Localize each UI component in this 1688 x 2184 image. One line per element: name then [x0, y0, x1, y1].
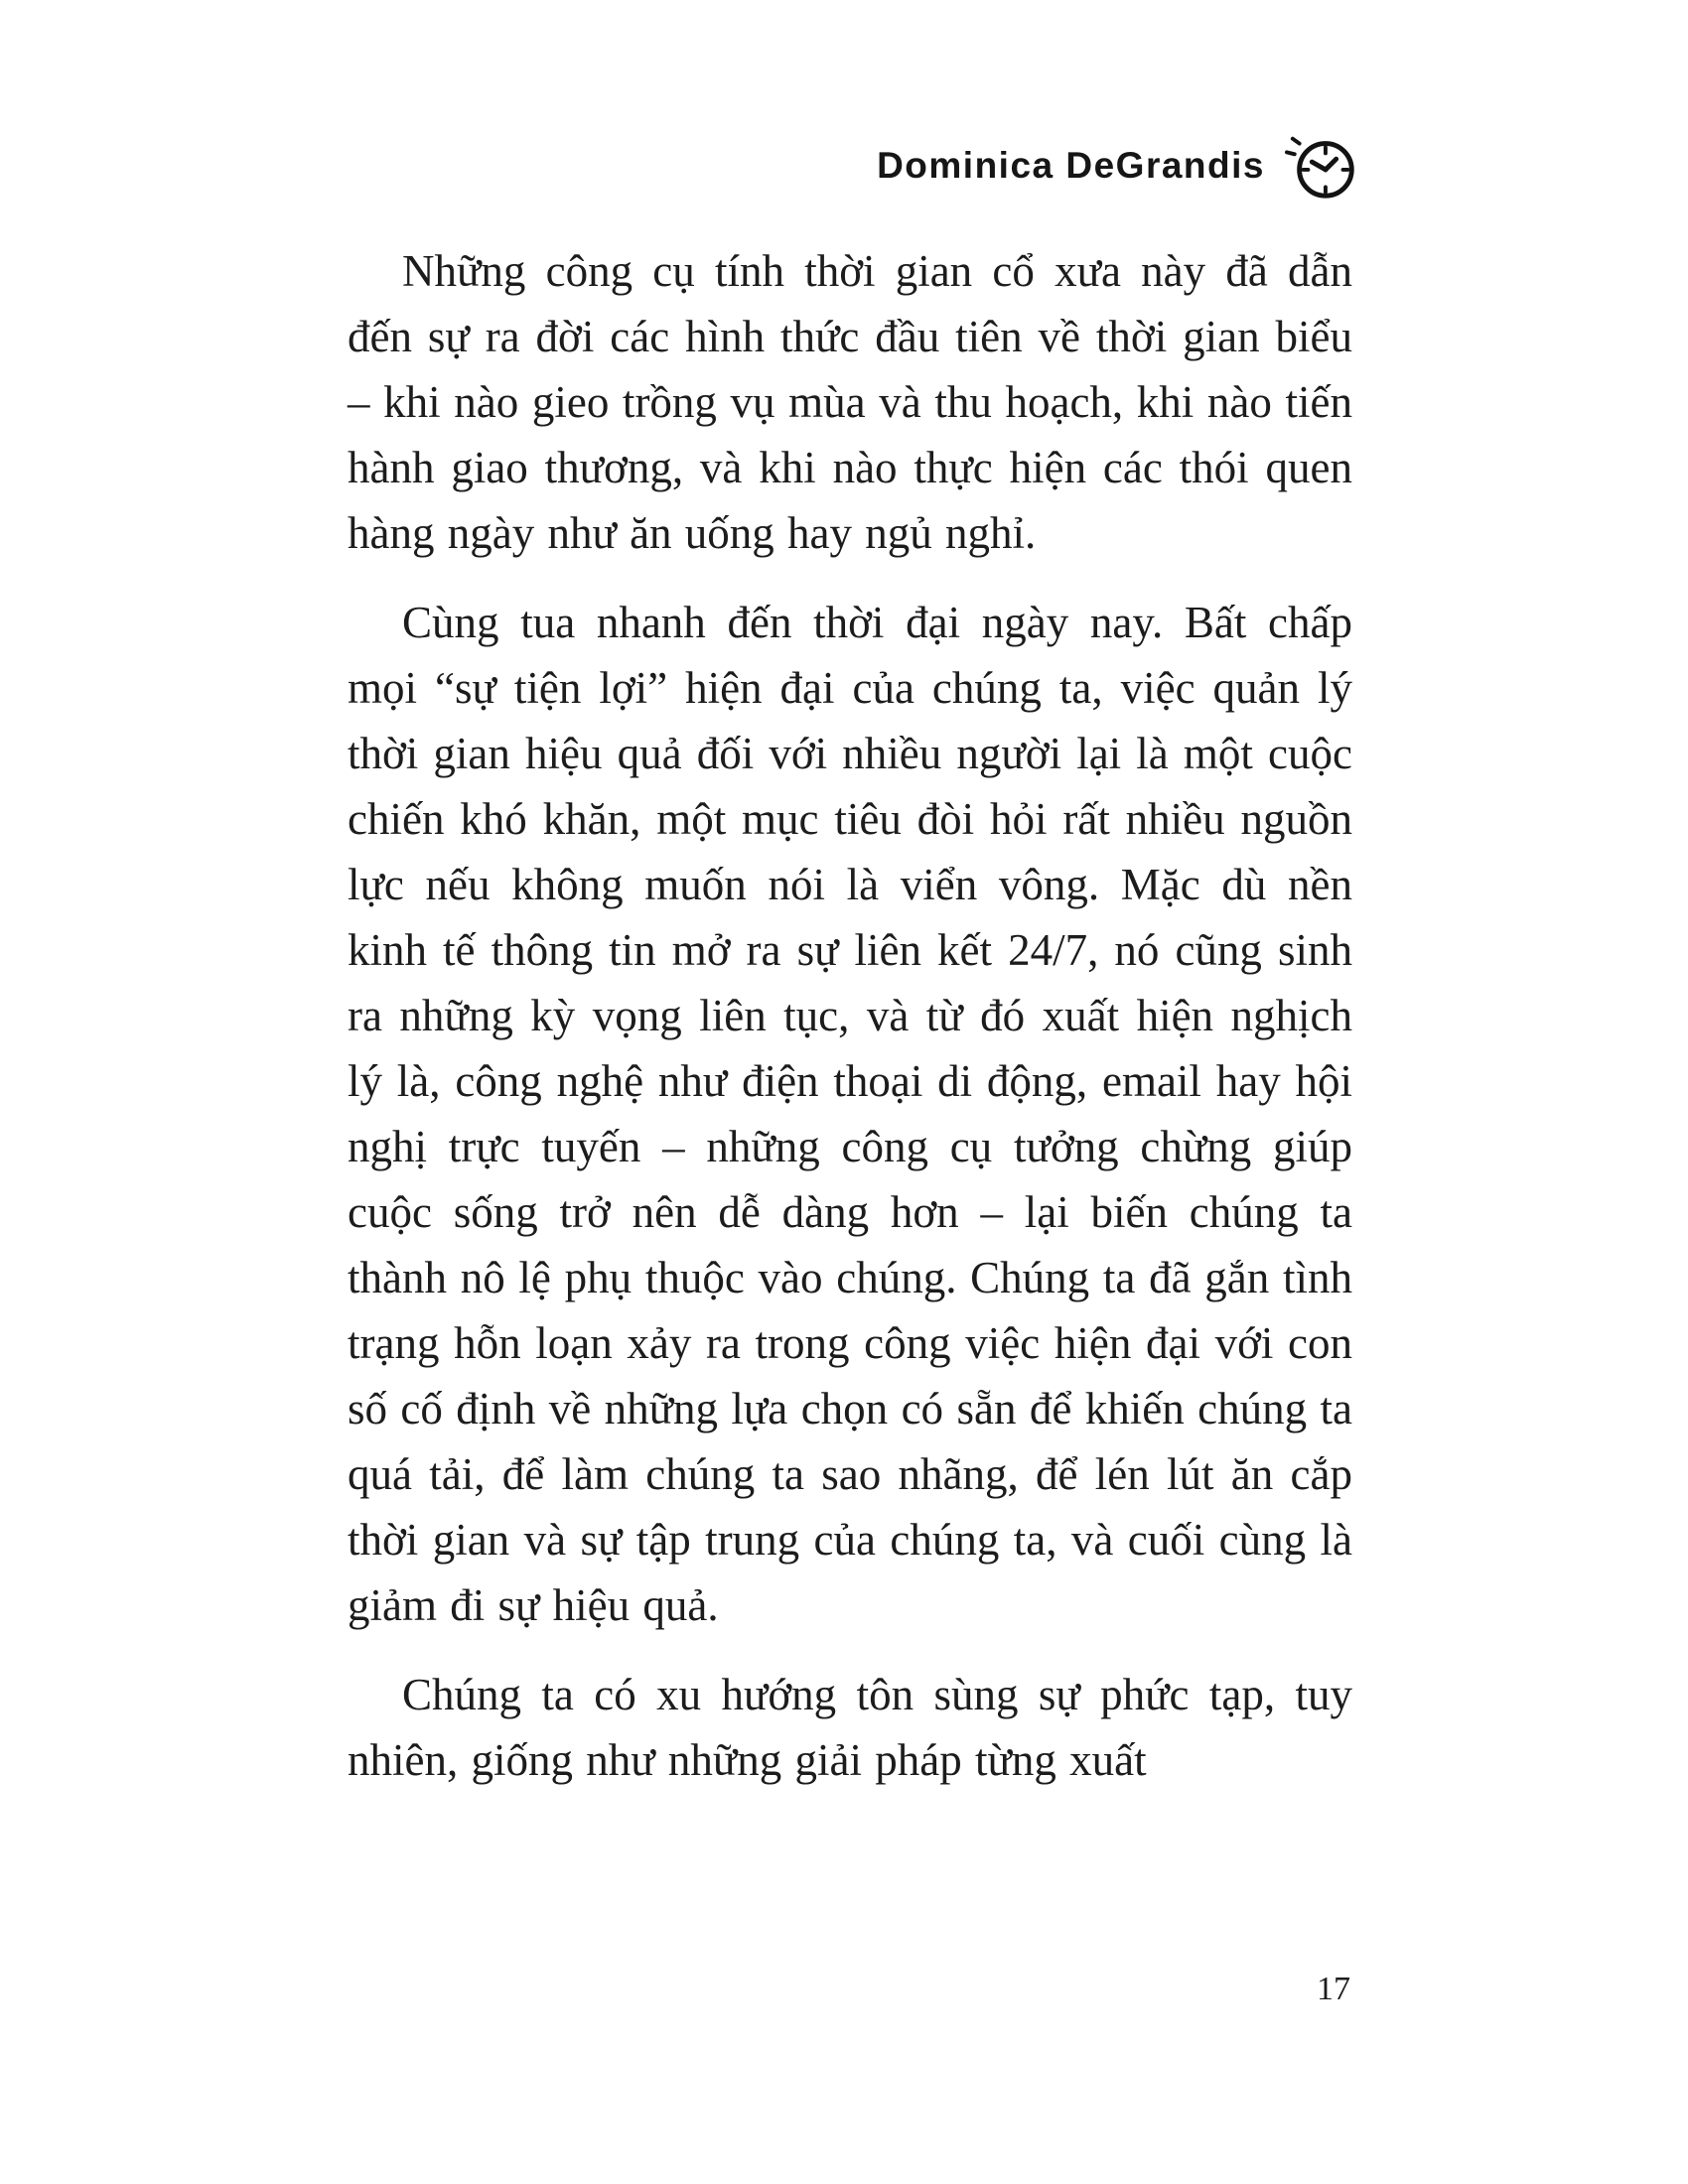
paragraph: Cùng tua nhanh đến thời đại ngày nay. Bất chấp mọi “sự tiện lợi” hiện đại của chúng ta, việc quản lý thời gian hiệu quả đối với nhiều người lại là một cuộc chiến khó khăn, một mục tiêu đòi hỏi rất nhiều nguồn lực nếu không muốn nói là viển vông. Mặc dù nền kinh tế thông tin mở ra sự liên kết 24/7, nó cũng sinh ra những kỳ vọng liên tục, và từ đó xuất hiện nghịch lý là, công nghệ như điện thoại di động, email hay hội nghị trực tuyến – những công cụ tưởng chừng giúp cuộc sống trở nên dễ dàng hơn – lại biến chúng ta thành nô lệ phụ thuộc vào chúng. Chúng ta đã gắn tình trạng hỗn loạn xảy ra trong công việc hiện đại với con số cố định về những lựa chọn có sẵn để khiến chúng ta quá tải, để làm chúng ta sao nhãng, để lén lút ăn cắp thời gian và sự tập trung của chúng ta, và cuối cùng là giảm đi sự hiệu quả. — [348, 598, 1352, 1630]
page-header — [877, 127, 1362, 205]
clock-icon — [1285, 127, 1362, 205]
page-number: 17 — [1317, 1971, 1350, 2007]
body-text — [348, 238, 1352, 1817]
paragraph: Những công cụ tính thời gian cổ xưa này đã dẫn đến sự ra đời các hình thức đầu tiên về thời gian biểu – khi nào gieo trồng vụ mùa và thu hoạch, khi nào tiến hành giao thương, và khi nào thực hiện các thói quen hàng ngày như ăn uống hay ngủ nghỉ. — [348, 246, 1352, 558]
author-name: Dominica DeGrandis — [877, 145, 1265, 186]
paragraph: Chúng ta có xu hướng tôn sùng sự phức tạp, tuy nhiên, giống như những giải pháp từng xuất — [348, 1670, 1352, 1785]
